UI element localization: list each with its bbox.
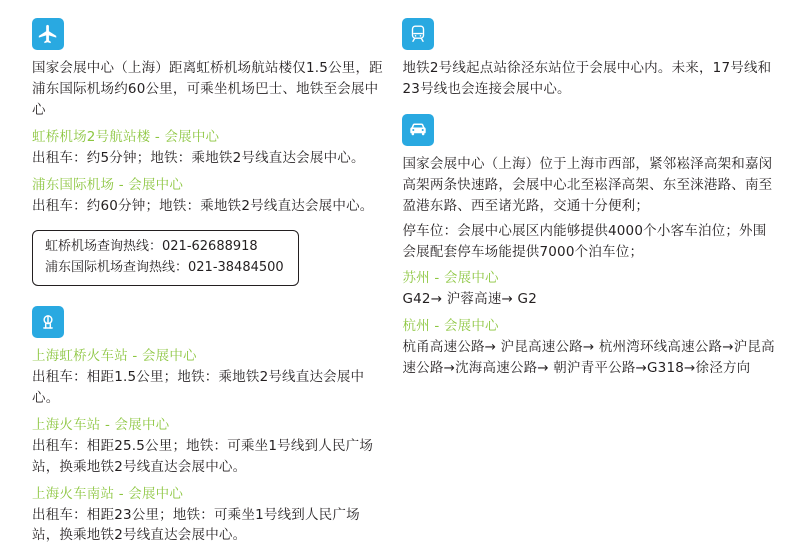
drive-route-detail: 杭甬高速公路→ 沪昆高速公路→ 杭州湾环线高速公路→沪昆高速公路→沈海高速公路→ 朝沪青平公路→G318→徐泾方向 xyxy=(402,337,780,379)
hotline-hongqiao: 虹桥机场查询热线：021-62688918 xyxy=(45,237,284,258)
train-route-detail: 出租车：相距23公里；地铁：可乘坐1号线到人民广场站，换乘地铁2号线直达会展中心。 xyxy=(32,505,384,546)
drive-route-hangzhou xyxy=(402,316,780,379)
car-icon xyxy=(402,114,434,146)
left-column xyxy=(14,18,392,476)
drive-route-suzhou xyxy=(402,268,780,310)
hotline-pudong: 浦东国际机场查询热线：021-38484500 xyxy=(45,258,284,279)
train-route-detail: 出租车：相距1.5公里；地铁：乘地铁2号线直达会展中心。 xyxy=(32,367,384,409)
air-intro-text: 国家会展中心（上海）距离虹桥机场航站楼仅1.5公里，距浦东国际机场约60公里，可乘坐机场巴士、地铁至会展中心 xyxy=(32,58,384,121)
air-route-hongqiao xyxy=(32,127,384,169)
train-route-detail: 出租车：相距25.5公里；地铁：可乘坐1号线到人民广场站，换乘地铁2号线直达会展中心。 xyxy=(32,436,384,478)
drive-route-title: 杭州 - 会展中心 xyxy=(402,316,780,337)
train-route-hongqiao xyxy=(32,346,384,409)
airport-hotline-box xyxy=(32,230,299,286)
train-route-title: 上海火车南站 - 会展中心 xyxy=(32,484,384,505)
drive-route-detail: G42→ 沪蓉高速→ G2 xyxy=(402,289,780,310)
air-route-title: 虹桥机场2号航站楼 - 会展中心 xyxy=(32,127,384,148)
right-column xyxy=(392,18,786,476)
air-route-detail: 出租车：约60分钟；地铁：乘地铁2号线直达会展中心。 xyxy=(32,196,384,217)
train-route-title: 上海火车站 - 会展中心 xyxy=(32,415,384,436)
air-route-title: 浦东国际机场 - 会展中心 xyxy=(32,175,384,196)
air-route-pudong xyxy=(32,175,384,217)
air-route-detail: 出租车：约5分钟；地铁：乘地铁2号线直达会展中心。 xyxy=(32,148,384,169)
parking-text: 停车位：会展中心展区内能够提供4000个小客车泊位；外围会展配套停车场能提供7000个泊车位； xyxy=(402,221,780,263)
train-route-shanghai-station xyxy=(32,415,384,478)
train-station-icon xyxy=(32,306,64,338)
metro-icon xyxy=(402,18,434,50)
train-route-title: 上海虹桥火车站 - 会展中心 xyxy=(32,346,384,367)
drive-route-title: 苏州 - 会展中心 xyxy=(402,268,780,289)
airplane-icon xyxy=(32,18,64,50)
train-route-south-station xyxy=(32,484,384,546)
car-location-text: 国家会展中心（上海）位于上海市西部，紧邻崧泽高架和嘉闵高架两条快速路，会展中心北至崧泽高架、东至涞港路、南至盈港东路、西至诸光路，交通十分便利； xyxy=(402,154,780,217)
metro-text: 地铁2号线起点站徐泾东站位于会展中心内。未来，17号线和23号线也会连接会展中心。 xyxy=(402,58,780,100)
